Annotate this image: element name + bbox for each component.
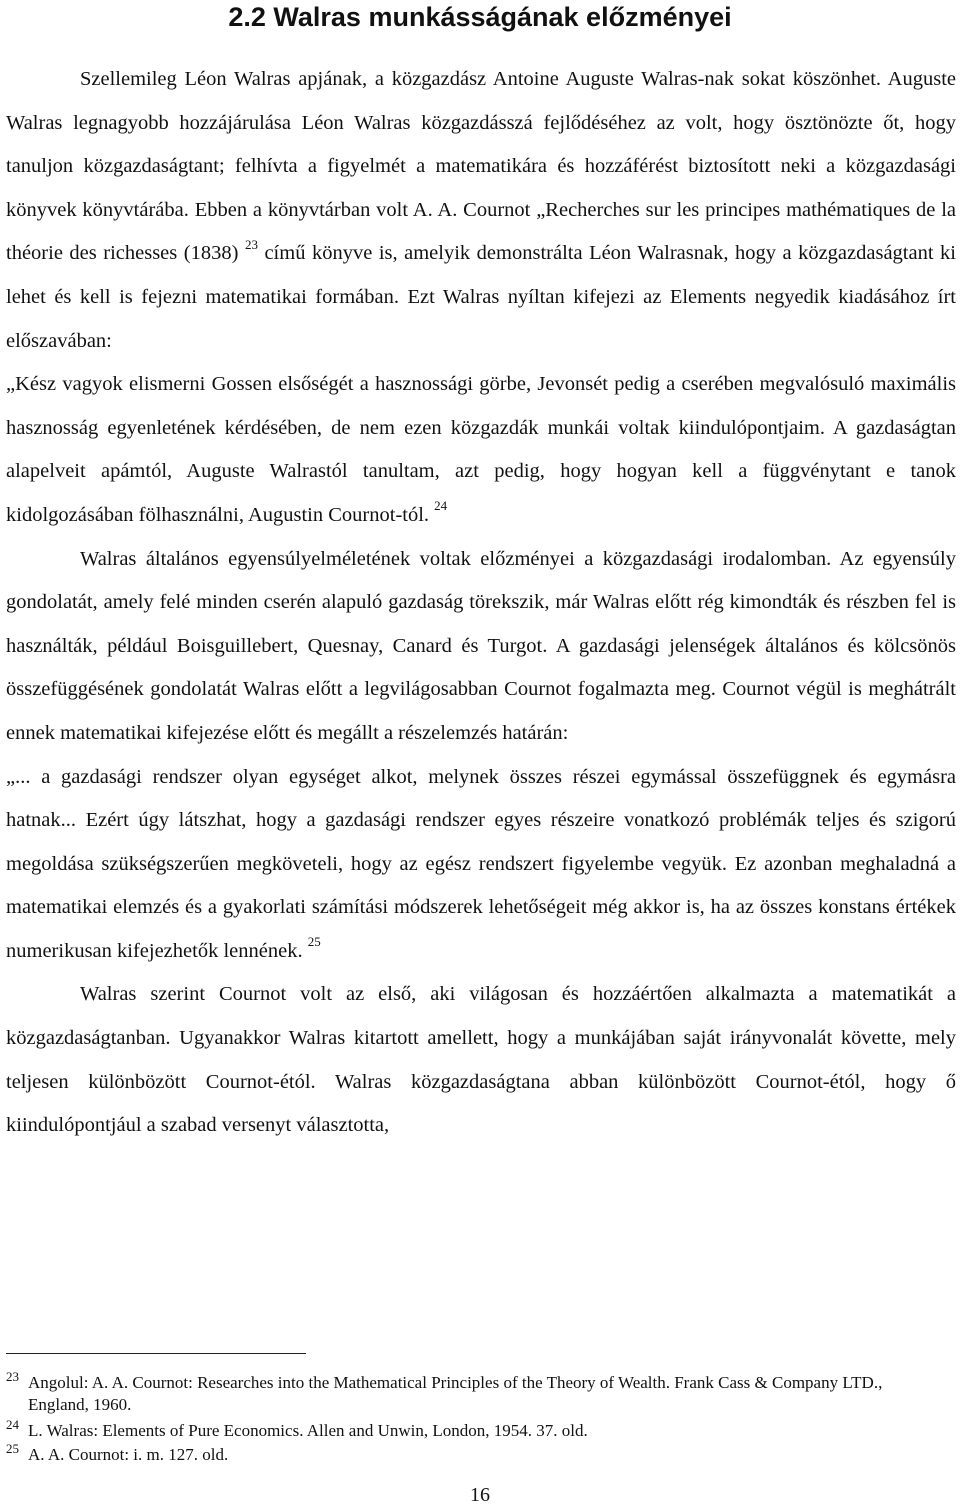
quote-2-text: „... a gazdasági rendszer olyan egységet alkot, melynek összes részei egymással összefüggnek és egymásra hatnak... Ezért úgy látszhat, hogy a gazdasági rendszer egyes részeire vonatkozó problémák teljes és szigorú megoldása szükségszerűen megköveteli, hogy az egész rendszert figyelembe vegyük. Ez azonban meghaladná a matematikai elemzés és a gyakorlati számítási módszerek lehetőségeit még akkor is, ha az összes konstans értékek numerikusan kifejezhetők lennének.: [6, 765, 956, 962]
footnote-number: 24: [6, 1417, 19, 1432]
paragraph-1: [6, 58, 956, 363]
footnote-number: 25: [6, 1441, 19, 1456]
paragraph-3: Walras szerint Cournot volt az első, aki világosan és hozzáértően alkalmazta a matematikát a közgazdaságtanban. Ugyanakkor Walras kitartott amellett, hogy a munkájában saját irányvonalát követte, mely teljesen különbözött Cournot-étól. Walras közgazdaságtana abban különbözött Cournot-étól, hogy ő kiindulópontjául a szabad versenyt választotta,: [6, 983, 956, 1137]
section-heading: 2.2 Walras munkásságának előzményei: [228, 2, 732, 32]
footnote-24: [6, 1417, 946, 1442]
footnote-25: [6, 1441, 946, 1466]
page-number: 16: [470, 1484, 490, 1506]
paragraph-1-continued: című könyve is, amelyik demonstrálta Léon Walrasnak, hogy a közgazdaságtant ki lehet és kell is fejezni matematikai formában. Ezt Walras nyíltan kifejezi az Elements negyedik kiadásához írt előszavában:: [6, 242, 956, 352]
footnote-number: 23: [6, 1369, 19, 1384]
footnote-text: Angolul: A. A. Cournot: Researches into the Mathematical Principles of the Theory of Wealth. Frank Cass & Company LTD., England, 1960.: [28, 1373, 883, 1414]
quote-2: [6, 756, 956, 974]
footnote-text: A. A. Cournot: i. m. 127. old.: [28, 1445, 229, 1464]
paragraph-1-text: Szellemileg Léon Walras apjának, a közgazdász Antoine Auguste Walras-nak sokat köszönhet. Auguste Walras legnagyobb hozzájárulása Léon Walras közgazdásszá fejlődéséhez az volt, hogy ösztönözte őt, hogy tanuljon közgazdaságtant; felhívta a figyelmét a matematikára és hozzáférést biztosított neki a közgazdasági könyvek könyvtárába. Ebben a könyvtárban volt A. A. Cournot „Recherches sur les principes mathématiques de la théorie des richesses (1838): [6, 68, 956, 265]
footnote-separator: [6, 1353, 306, 1354]
footnote-23: [6, 1369, 946, 1416]
footnote-ref-25[interactable]: 25: [307, 934, 321, 950]
footnote-ref-23[interactable]: 23: [244, 236, 258, 252]
quote-1-text: „Kész vagyok elismerni Gossen elsőségét a hasznossági görbe, Jevonsét pedig a cserében megvalósuló maximális hasznosság egyenletének kérdésében, de nem ezen közgazdák munkái voltak kiindulópontjaim. A gazdaságtan alapelveit apámtól, Auguste Walrastól tanultam, azt pedig, hogy hogyan kell a függvénytant e tanok kidolgozásában fölhasználni, Augustin Cournot-tól.: [6, 373, 956, 526]
body-text: [6, 58, 956, 1148]
footnote-text: L. Walras: Elements of Pure Economics. Allen and Unwin, London, 1954. 37. old.: [28, 1421, 588, 1440]
footnote-ref-24[interactable]: 24: [434, 498, 448, 514]
quote-1: [6, 363, 956, 537]
paragraph-2: Walras általános egyensúlyelméletének voltak előzményei a közgazdasági irodalomban. Az egyensúly gondolatát, amely felé minden cserén alapuló gazdaság törekszik, már Walras előtt rég kimondták és részben fel is használták, például Boisguillebert, Quesnay, Canard és Turgot. A gazdasági jelenségek általános és kölcsönös összefüggésének gondolatát Walras előtt a legvilágosabban Cournot fogalmazta meg. Cournot végül is meghátrált ennek matematikai kifejezése előtt és megállt a részelemzés határán:: [6, 547, 956, 744]
